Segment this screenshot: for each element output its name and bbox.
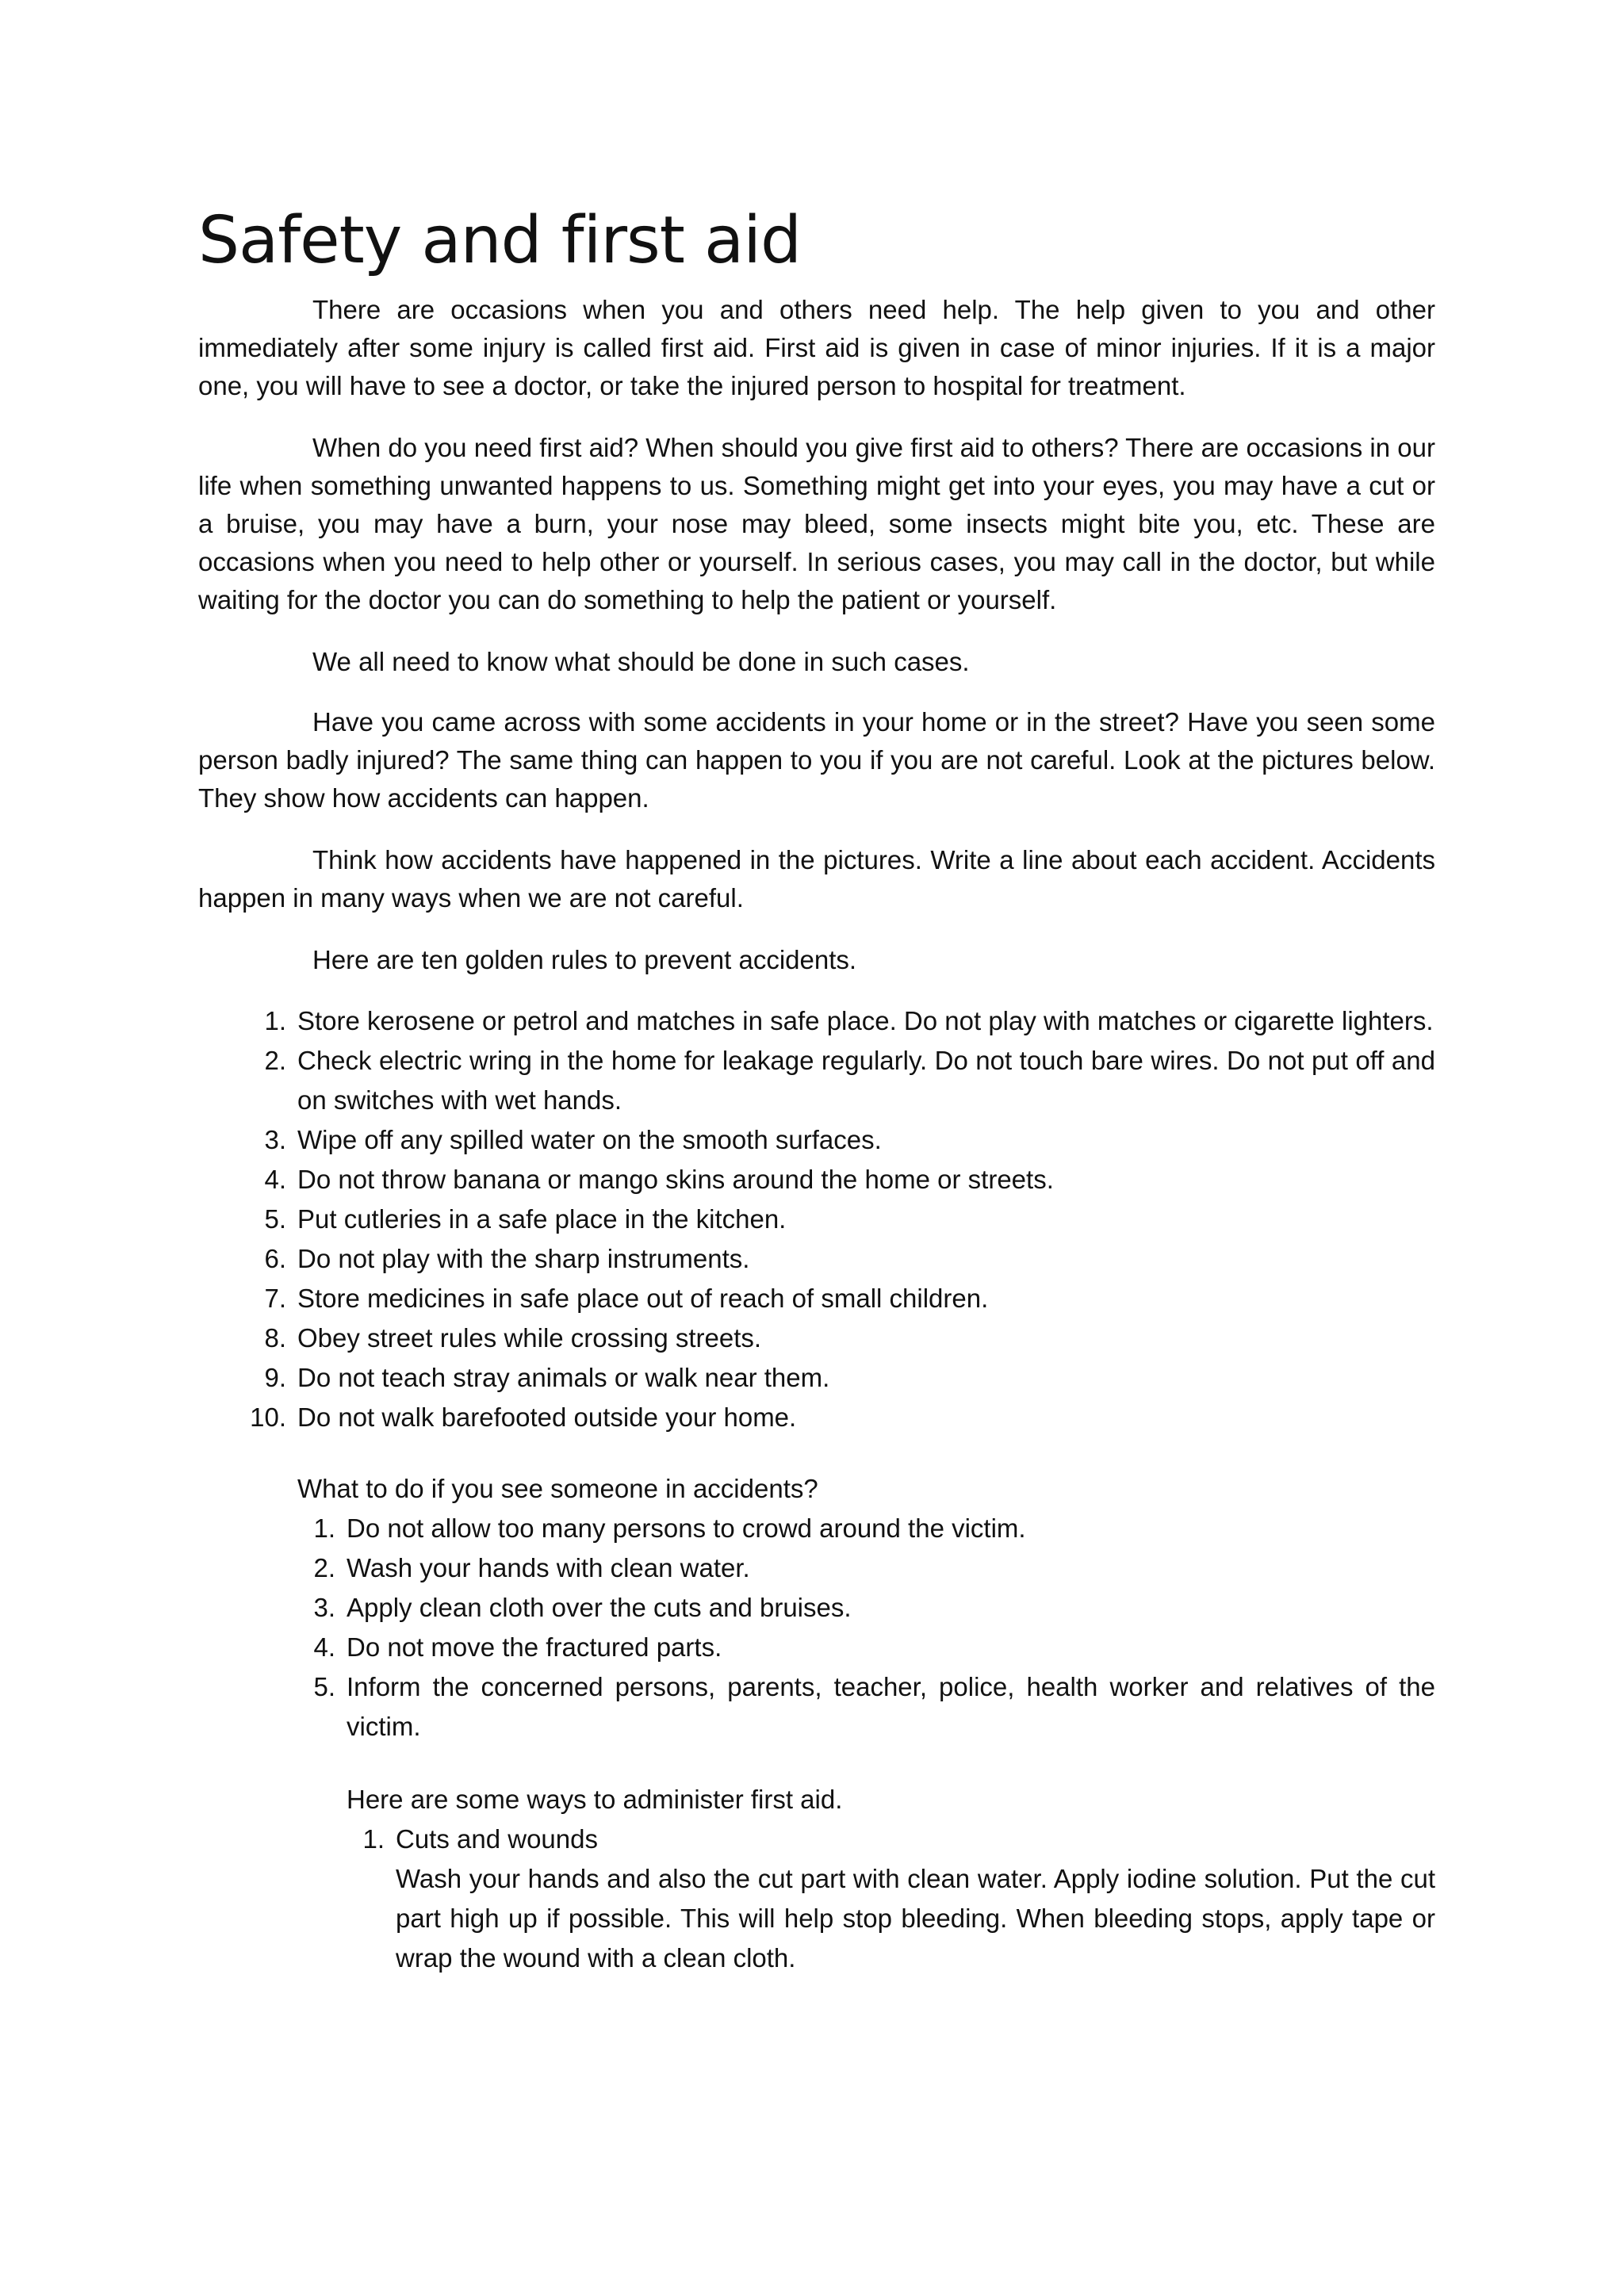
- list-text: Apply clean cloth over the cuts and bruises.: [347, 1593, 852, 1623]
- paragraph-intro: There are occasions when you and others need help. The help given to you and other immediately after some injury is called first aid. First aid is given in case of minor injuries. If it is a major one, you will have to see a doctor, or take the injured person to hospital for treatment.: [198, 295, 1435, 401]
- list-number: 3.: [313, 1593, 335, 1623]
- first-aid-item-title: Cuts and wounds: [396, 1824, 598, 1854]
- list-item: [264, 1318, 1435, 1358]
- list-text: Do not walk barefooted outside your home.: [297, 1402, 797, 1433]
- list-item: [264, 1120, 1435, 1160]
- list-text: Wash your hands with clean water.: [347, 1553, 750, 1583]
- list-number: 1.: [264, 1006, 286, 1036]
- paragraph-when-first-aid: When do you need first aid? When should you give first aid to others? There are occasions in our life when something unwanted happens to us. Something might get into your eyes, you may have a cut or a bruise, you may have a burn, your nose may bleed, some insects might bite you, etc. These are occasions when you need to help other or yourself. In serious cases, you may call in the doctor, but while waiting for the doctor you can do something to help the patient or yourself.: [198, 433, 1435, 615]
- list-text: Put cutleries in a safe place in the kitchen.: [297, 1204, 787, 1234]
- list-item: [313, 1588, 1435, 1628]
- list-item: [313, 1628, 1435, 1667]
- list-item: [313, 1548, 1435, 1588]
- list-text: Do not teach stray animals or walk near them.: [297, 1363, 830, 1393]
- golden-rules-list: [250, 1001, 1435, 1437]
- list-item: [264, 1001, 1435, 1041]
- list-number: 2.: [264, 1046, 286, 1076]
- list-number: 4.: [264, 1165, 286, 1195]
- list-item: [264, 1041, 1435, 1120]
- list-text: Do not throw banana or mango skins around the home or streets.: [297, 1165, 1054, 1195]
- first-aid-heading: Here are some ways to administer first aid.: [347, 1785, 843, 1815]
- list-number: 5.: [264, 1204, 286, 1234]
- accident-heading: What to do if you see someone in accidents?: [297, 1474, 818, 1504]
- paragraph-golden-rules-intro: Here are ten golden rules to prevent accidents.: [312, 945, 857, 975]
- list-number: 5.: [313, 1672, 335, 1702]
- list-item: [362, 1820, 1435, 1978]
- list-item: [313, 1667, 1435, 1747]
- list-number: 10.: [250, 1402, 286, 1433]
- paragraph-think-accidents: Think how accidents have happened in the pictures. Write a line about each accident. Accidents happen in many ways when we are not careful.: [198, 845, 1435, 913]
- list-item: [250, 1398, 1435, 1437]
- document-page: [198, 202, 1435, 1978]
- list-text: Store kerosene or petrol and matches in safe place. Do not play with matches or cigarette lighters.: [297, 1006, 1434, 1036]
- list-text: Do not move the fractured parts.: [347, 1632, 722, 1663]
- list-item: [264, 1279, 1435, 1318]
- accident-section: [297, 1469, 1435, 1747]
- page-title: Safety and first aid: [198, 203, 802, 278]
- list-number: 2.: [313, 1553, 335, 1583]
- list-text: Do not allow too many persons to crowd around the victim.: [347, 1513, 1026, 1544]
- first-aid-section: [347, 1780, 1435, 1978]
- list-number: 4.: [313, 1632, 335, 1663]
- list-item: [264, 1358, 1435, 1398]
- list-number: 7.: [264, 1284, 286, 1314]
- list-text: Do not play with the sharp instruments.: [297, 1244, 750, 1274]
- list-item: [313, 1509, 1435, 1548]
- list-number: 1.: [313, 1513, 335, 1544]
- list-item: [264, 1200, 1435, 1239]
- list-text: Wipe off any spilled water on the smooth surfaces.: [297, 1125, 882, 1155]
- paragraph-need-to-know: We all need to know what should be done in such cases.: [312, 647, 970, 677]
- list-item: [264, 1239, 1435, 1279]
- list-text: Obey street rules while crossing streets.: [297, 1323, 762, 1353]
- list-text: Store medicines in safe place out of reach of small children.: [297, 1284, 989, 1314]
- list-number: 6.: [264, 1244, 286, 1274]
- list-number: 8.: [264, 1323, 286, 1353]
- paragraph-accidents-question: Have you came across with some accidents in your home or in the street? Have you seen some person badly injured? The same thing can happen to you if you are not careful. Look at the pictures below. They show how accidents can happen.: [198, 707, 1435, 813]
- list-text: Inform the concerned persons, parents, teacher, police, health worker and relatives of the victim.: [347, 1672, 1435, 1742]
- list-number: 3.: [264, 1125, 286, 1155]
- accident-steps-list: [313, 1509, 1435, 1747]
- first-aid-item-description: Wash your hands and also the cut part with clean water. Apply iodine solution. Put the cut part high up if possible. This will help stop bleeding. When bleeding stops, apply tape or wrap the wound with a clean cloth.: [396, 1864, 1435, 1973]
- list-number: 9.: [264, 1363, 286, 1393]
- list-text: Check electric wring in the home for leakage regularly. Do not touch bare wires. Do not put off and on switches with wet hands.: [297, 1046, 1435, 1115]
- list-number: 1.: [362, 1824, 385, 1854]
- list-item: [264, 1160, 1435, 1200]
- first-aid-list: [362, 1820, 1435, 1978]
